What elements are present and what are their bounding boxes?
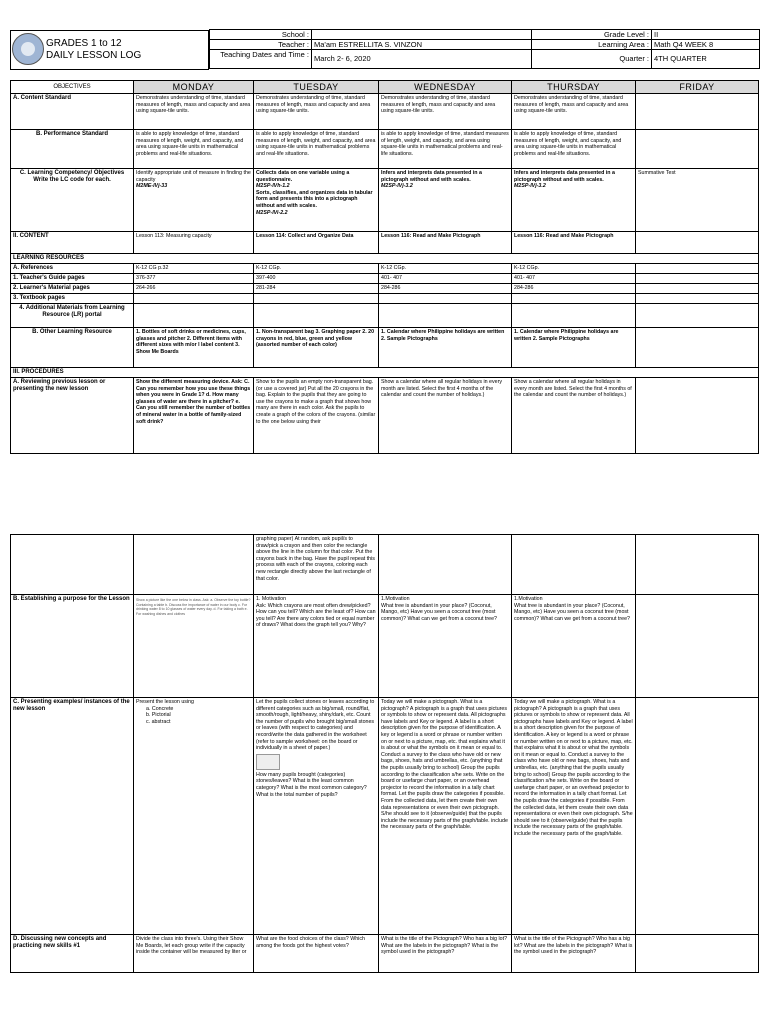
table-row [11,328,759,368]
cell-text [379,169,512,232]
title-line-1: GRADES 1 to 12 [46,38,122,49]
lc-code: M2SP-IVh-1.2 [256,183,290,190]
content-label: II. CONTENT [11,232,134,254]
worksheet-image: Show a picture like the one below in class. Ask: a. Observe the toy bottle? Containing a table b. Discuss the importance of water in our body c. For drinking water 8 to 10 glasses of water every day. d. For taking a bath e. For washing dishes and clothes [136,598,251,616]
reviewing-label: A. Reviewing previous lesson or presenting the new lesson [11,378,134,454]
cell-text [636,264,759,274]
sample-worksheet-image [256,754,280,770]
quarter-value: 4TH QUARTER [652,50,760,69]
cell-text [636,274,759,284]
day-header-monday: MONDAY [134,81,254,94]
textbook-label: 3. Textbook pages [11,294,134,304]
cell-text: 1. Calendar where Philippine holidays are written 2. Sample Pictographs [379,328,512,368]
competency-text: Infers and interprets data presented in a pictograph without and with scales. [514,170,615,183]
cell-text: Show to the pupils an empty non-transparent bag. (or use a covered jar) Put all the 20 crayons in the bag. Explain to the pupils that they are going to use the crayons to make a graph that shows how many are there in each color. Ask the pupils to create a graph of the colors of the crayons. (similar to the one below using their [254,378,379,454]
presenting-questions: How many pupils brought (categories) stones/leaves? What is the least common category? What is the most common category? What is the total number of pupils? [256,771,367,798]
table-row [11,535,759,595]
table-row [11,698,759,935]
learning-area-label: Learning Area : [532,40,652,50]
performance-standard-label: B. Performance Standard [11,130,134,169]
lc-code: M2SP-IVj-3.2 [381,183,413,190]
day-header-tuesday: TUESDAY [254,81,379,94]
cell-text: K-12 CGp. [254,264,379,274]
motivation-heading: 1. Motivation [256,596,287,602]
list-item: b. Pictorial [146,712,171,719]
other-resource-label: B. Other Learning Resource [11,328,134,368]
cell-text: Demonstrates understanding of time, standard measures of length, mass and capacity and area using square-tile units. [254,94,379,130]
cell-text: Demonstrates understanding of time, standard measures of length, mass and capacity and area using square-tile units. [134,94,254,130]
cell-text [254,698,379,935]
list-item: c. abstract [146,718,171,725]
cell-text: Show a calendar where all regular holidays in every month are listed. Select the first 4 months of the calendar and count the number of holidays.) [512,378,636,454]
table-row [11,274,759,284]
cell-text [254,169,379,232]
cell-text: 376-377 [134,274,254,284]
table-row [11,130,759,169]
table-row [11,232,759,254]
cell-text [636,130,759,169]
cell-text: Show the different measuring device. Ask: C. Can you remember how you use these things when you were in Grade 1? d. How many glasses of water are there in a pitcher? e. Can you still remember the number of bottles of mineral water in a bottle of family-sized soft drink? [134,378,254,454]
title-line-2: DAILY LESSON LOG [46,50,142,61]
cell-text [636,284,759,294]
cell-text [636,232,759,254]
table-row [11,264,759,274]
day-header-wednesday: WEDNESDAY [379,81,512,94]
competency-text: Sorts, classifies, and organizes data in tabular form and presents this into a pictograph without and with scales. [256,189,373,209]
lc-code: M2SP-IVi-2.2 [256,209,288,216]
presenting-examples-label: C. Presenting examples/ instances of the new lesson [11,698,134,935]
cell-text [512,169,636,232]
cell-text: Today we will make a pictograph. What is a pictograph? A pictograph is a graph that uses pictures or symbols to show or represent data. All pictographs have labels and Key or legend. A label is a short description given for the purpose of identification. A key or legend is a word or phrase or number written on or next to a picture, map, etc. that explains what it is about or what the symbols on it mean or equal to. Conduct a survey to the class who have old or new bags, shoes, hats and umbrellas, etc. (anything that the pupils usually bring to school) Group the pupils according to the classification s/he sets. Write on the board or usefarge chart paper, or an overhead projector to record the information in a tally chart format. Let the pupils draw the categories if possible. From the collected data, let them create their own data representations or even their own pictograph. S/he should see to it (observe/guide) that the pupils include the necessary parts of the graph/table. include the necessary parts of the graph/table. [379,698,512,935]
learning-competency-label: C. Learning Competency/ Objectives Write the LC code for each. [11,169,134,232]
teaching-dates-value: March 2- 6, 2020 [312,50,532,69]
cell-text: What are the food choices of the class? Which among the foods got the highest votes? [254,935,379,973]
lesson-plan-table [10,80,759,454]
motivation-heading: 1.Motivation [514,596,543,602]
cell-text: 264-266 [134,284,254,294]
table-row [11,935,759,973]
competency-text: Infers and interprets data presented in a pictograph without and with scales. [381,170,482,183]
procedures-label: III. PROCEDURES [11,368,759,378]
cell-text: Demonstrates understanding of time, standard measures of length, mass and capacity and area using square-tile units. [512,94,636,130]
cell-text: K-12 CGp. [379,264,512,274]
lc-code: M2SP-IVj-3.2 [514,183,546,190]
day-header-friday: FRIDAY [636,81,759,94]
cell-text [134,698,254,935]
competency-text: Collects data on one variable using a questionnaire. [256,170,350,183]
learners-material-label: 2. Learner's Material pages [11,284,134,294]
cell-text: Divide the class into three's. Using their Show Me Boards, let each group write if the capacity inside the container will be measured by liter or [134,935,254,973]
cell-text: Lesson 116: Read and Make Pictograph [512,232,636,254]
references-label: A. References [11,264,134,274]
cell-text: Lesson 116: Read and Make Pictograph [379,232,512,254]
cell-text [636,328,759,368]
quarter-label: Quarter : [532,50,652,69]
cell-text: Demonstrates understanding of time, standard measures of length, mass and capacity and area using square-tile units. [379,94,512,130]
cell-text: 281-284 [254,284,379,294]
lc-code: M2ME-IVj-33 [136,183,168,190]
cell-text: 401- 407 [512,274,636,284]
grade-level-value: II [652,30,760,40]
title-box [10,30,209,70]
table-row [11,94,759,130]
discussing-concepts-label: D. Discussing new concepts and practicing new skills #1 [11,935,134,973]
table-row [11,378,759,454]
cell-text: K-12 CGp. [512,264,636,274]
cell-text [134,169,254,232]
list-item: a. Concrete [146,705,174,712]
cell-text: 284-286 [379,284,512,294]
lesson-plan-table-continued [10,534,759,973]
cell-text: Lesson 114: Collect and Organize Data [254,232,379,254]
cell-text: K-12 CG p.32 [134,264,254,274]
motivation-text: What tree is abundant in your place? (Coconut, Mango, etc) Have you seen a coconut tree (most common)? What can we get from a coconut tree? [381,602,497,622]
competency-text: Identify appropriate unit of measure in finding the capacity [136,170,251,183]
cell-text [254,595,379,698]
cell-text: Summative Test [636,169,759,232]
cell-text: What is the title of the Pictograph? Who has a big lot? What are the labels in the pictograph? What is the symbol used in the pictograph? [379,935,512,973]
cell-text: is able to apply knowledge of time, standard measures of length, weight, and capacity, and area using square-tile units in mathematical problems and real-life situations. [512,130,636,169]
content-standard-label: A. Content Standard [11,94,134,130]
table-row [11,254,759,264]
cell-text: is able to apply knowledge of time, standard measures of length, weight, and capacity, and area using square-tile units in mathematical problems and real-life situations. [134,130,254,169]
motivation-heading: 1.Motivation [381,596,410,602]
cell-text: 1. Non-transparent bag 3. Graphing paper 2. 20 crayons in red, blue, green and yellow (assorted number of each color) [254,328,379,368]
presenting-text: Let the pupils collect stones or leaves according to different categories such as big/small, round/flat, smooth/rough, light/heavy, shiny/dark, etc. Count the number of pupils who brought big/small stones or leaves (with respect to categories) and record/write the data gathered in the worksheet (refer to sample worksheet: on the board or individually in a sheet of paper.) [256,699,375,752]
establishing-purpose-label: B. Establishing a purpose for the Lesson [11,595,134,698]
learning-resources-label: LEARNING RESOURCES [11,254,759,264]
cell-text: is able to apply knowledge of time, standard measures of length, weight, and capacity, and area using square-tile units in mathematical problems and real-life situations. [254,130,379,169]
grade-level-label: Grade Level : [532,30,652,40]
cell-text: 401- 407 [379,274,512,284]
motivation-text: What tree is abundant in your place? (Coconut, Mango, etc) Have you seen a coconut tree (most common)? What can we get from a coconut tree? [514,602,630,622]
cell-text: What is the title of the Pictograph? Who has a big lot? What are the labels in the pictograph? What is the symbol used in the pictograph? [512,935,636,973]
cell-text: graphing paper) At random, ask pupil/s to draw/pick a crayon and then color the rectangle above the line in the column for that color. Put the crayons back in the bag. Have the pupil repeat this process with each of the crayons, coloring each new rectangle directly above the last rectangle of that color. [254,535,379,595]
teacher-label: Teacher : [210,40,312,50]
additional-materials-label: 4. Additional Materials from Learning Resource (LR) portal [11,304,134,328]
table-row [11,595,759,698]
cell-text [512,595,636,698]
table-row [11,368,759,378]
cell-text [379,595,512,698]
learning-area-value: Math Q4 WEEK 8 [652,40,760,50]
cell-text: Show a calendar where all regular holidays in every month are listed. Select the first 4 months of the calendar and count the number of holidays.) [379,378,512,454]
cell-text: 1. Bottles of soft drinks or medicines, cups, glasses and pitcher 2. Different items with different sizes with m/or l label content 3. Show Me Boards [134,328,254,368]
table-row [11,169,759,232]
day-header-thursday: THURSDAY [512,81,636,94]
cell-text: 397-400 [254,274,379,284]
school-value [312,30,532,40]
cell-text: is able to apply knowledge of time, standard measures of length, weight, and capacity, and area using square-tile units in mathematical problems and real-life situations. [379,130,512,169]
school-label: School : [210,30,312,40]
table-row [11,304,759,328]
motivation-text: Ask: Which crayons are most often drew/picked? How can you tell? Which are the least of? How can you tell? Are there any colors tied or equal number of draws? What does the graph tell you? Why? [256,602,376,629]
table-row [11,294,759,304]
teaching-dates-label: Teaching Dates and Time : [210,50,312,69]
cell-text: 1. Calendar where Philippine holidays are written 2. Sample Pictographs [512,328,636,368]
header-info-table [209,29,760,69]
teacher-value: Ma'am ESTRELLITA S. VINZON [312,40,532,50]
presenting-text: Present the lesson using [136,699,195,705]
table-row [11,284,759,294]
cell-text: Today we will make a pictograph. What is a pictograph? A pictograph is a graph that uses pictures or symbols to show or represent data. All pictographs have labels and Key or legend. A label is a short description given for the purpose of identification. A key or legend is a word or phrase or number written on or next to a picture, map, etc. that explains what it is about or what the symbols on it mean or equal to. Conduct a survey to the class who have old or new bags, shoes, hats and umbrellas, etc. (anything that the pupils usually bring to school) Group the pupils according to the classification s/he sets. Write on the board or usefarge chart paper, or an overhead projector to record the information in a tally chart format. Let the pupils draw the categories if possible. From the collected data, let them create their own data representations or even their own pictograph. S/he should see to it (observe/guide) that the pupils include the necessary parts of the graph/table. include the necessary parts of the graph/table. [512,698,636,935]
cell-text: 284-286 [512,284,636,294]
cell-text [134,595,254,698]
cell-text [636,94,759,130]
cell-text [636,378,759,454]
teachers-guide-label: 1. Teacher's Guide pages [11,274,134,284]
cell-text: Lesson 113: Measuring capacity [134,232,254,254]
objectives-header: OBJECTIVES [11,81,134,94]
